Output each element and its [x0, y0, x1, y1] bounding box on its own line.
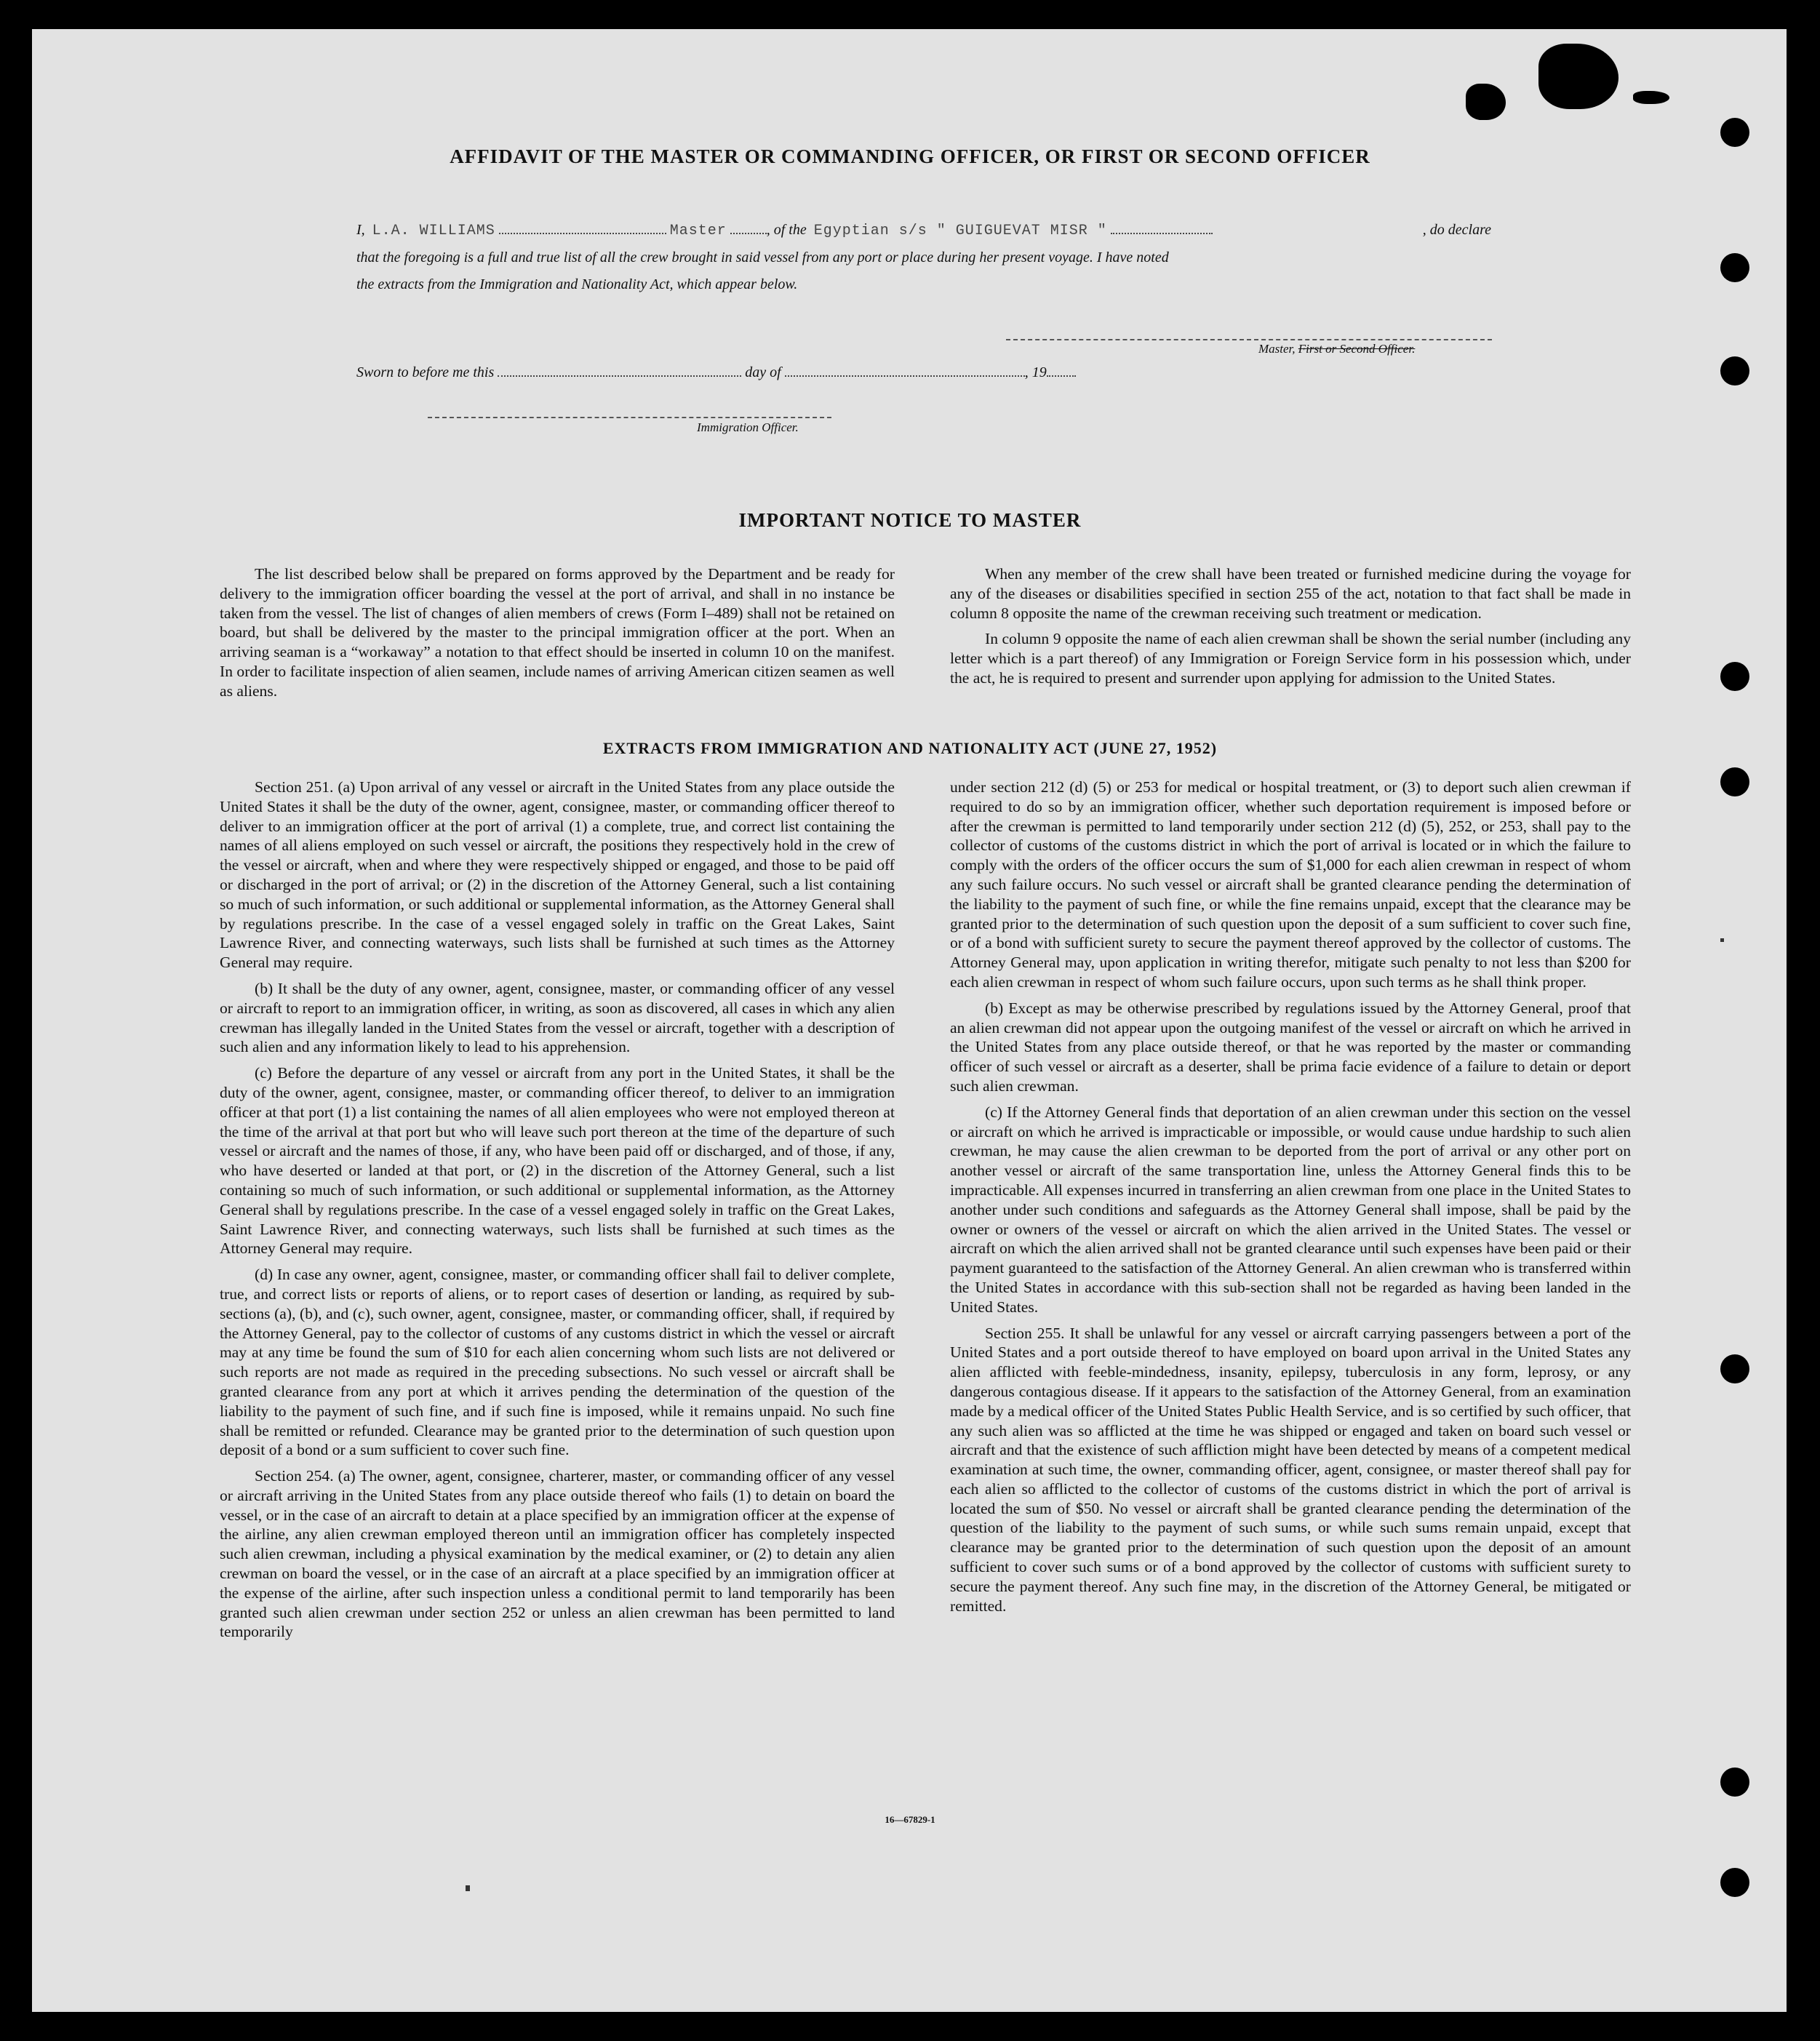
paragraph: Section 254. (a) The owner, agent, consignee, charterer, master, or commanding officer of any vessel or aircraft arriving in the United States from any place outside thereof who fails (1) to detain on board the vessel, or in the case of an aircraft to detain at a place specified by an immigration officer at the expense of the airline, any alien crewman employed thereon until an immigration officer has completely inspected such alien crewman, including a physical examination by the medical examiner, or (2) to detain any alien crewman on board the vessel, or in the case of an aircraft at a place specified by an immigration officer at the expense of the airline, after such inspection unless a conditional permit to land temporarily has been granted such alien crewman under section 252 or unless an alien crewman has been permitted to land temporarily	[220, 1467, 895, 1641]
day-of-label: day of	[745, 364, 781, 380]
dotted-fill	[1047, 364, 1076, 377]
dotted-fill	[1111, 221, 1213, 234]
notice-title: IMPORTANT NOTICE TO MASTER	[738, 509, 1082, 531]
paragraph: Section 255. It shall be unlawful for any vessel or aircraft carrying passengers between a port of the United States and a port outside thereof to have employed on board upon arrival in the United States any alien afflicted with feeble-mindedness, insanity, epilepsy, tuberculosis in any form, leprosy, or any dangerous contagious disease. If it appears to the satisfaction of the Attorney General, from an examination made by a medical officer of the United States Public Health Service, and is so certified by such officer, that any such alien was so afflicted at the time he was shipped or engaged and taken on board such vessel or aircraft and that the existence of such affliction might have been detected by means of a competent medical examination at such time, the owner, commanding officer, agent, consignee, or master thereof shall pay for each alien so afflicted to the collector of customs of the customs district in which the port of arrival is located the sum of $50. No vessel or aircraft shall be granted clearance pending the determination of the question of the liability to the payment of such sums, or while such sums remain unpaid, except that clearance may be granted prior to the determination of such question upon the deposit of an amount sufficient to cover such sums or of a bond approved by the collector of customs with sufficient surety to secure the payment thereof. Any such fine may, in the discretion of the Attorney General, be mitigated or remitted.	[950, 1324, 1631, 1615]
dotted-fill	[498, 364, 741, 377]
dotted-fill	[785, 364, 1025, 377]
paragraph: (c) Before the departure of any vessel or aircraft from any port in the United States, it shall be the duty of the owner, agent, consignee, master, or commanding officer thereof, to deliver to an immigration officer at that port (1) a list containing the names of all alien employees who were not employed thereon at the time of the arrival at that port but who will leave such port thereon at the time of the departure of such vessel or aircraft and the names of those, if any, who have been paid off or discharged, and of those, if any, who have deserted or landed at that port, or (2) in the discretion of the Attorney General, such a list containing so much of such information, or such additional or supplemental information, as the Attorney General shall by regulations prescribe. In the case of a vessel engaged solely in traffic on the Great Lakes, Saint Lawrence River, and connecting waterways, such lists shall be furnished at such times as the Attorney General may require.	[220, 1064, 895, 1258]
immigration-officer-signature-line	[428, 417, 831, 418]
affidavit-declaration	[356, 217, 1491, 298]
of-the-label: , of the	[766, 222, 807, 238]
paragraph: under section 212 (d) (5) or 253 for medical or hospital treatment, or (3) to deport such alien crewman if required to do so by an immigration officer, whether such deportation requirement is imposed before or after the crewman is permitted to land temporarily under section 212 (d) (5), 252, or 253, shall pay to the collector of customs of the customs district in which the port of arrival is located or in which the failure to comply with the orders of the officer occurs the sum of $1,000 for each alien crewman in respect of whom any such failure occurs. No such vessel or aircraft shall be granted clearance pending the determination of the liability to the payment of such fine, or while the fine remains unpaid, except that the clearance may be granted prior to the determination of such question upon the deposit of a sum sufficient to cover such fine, or of a bond with sufficient surety to secure the payment thereof approved by the collector of customs. The Attorney General may, upon application in writing therefor, mitigate such penalty to not less than $200 for each alien crewman in respect of whom such failure occurs, upon such terms as he shall think proper.	[950, 778, 1631, 991]
extracts-title: EXTRACTS FROM IMMIGRATION AND NATIONALITY ACT (JUNE 27, 1952)	[602, 739, 1218, 757]
extracts-right-column	[950, 778, 1631, 1622]
punch-hole	[1720, 1354, 1749, 1383]
punch-hole	[1720, 356, 1749, 386]
paragraph: Section 251. (a) Upon arrival of any vessel or aircraft in the United States from any place outside the United States it shall be the duty of the owner, agent, consignee, master, or commanding officer thereof to deliver to an immigration officer at the port of arrival (1) a complete, true, and correct list containing the names of all aliens employed on such vessel or aircraft, the positions they respectively hold in the crew of the vessel or aircraft, when and where they were respectively shipped or engaged, and those to be paid off or discharged in the port of arrival; or (2) in the discretion of the Attorney General, such a list containing so much of such information, or such additional or supplemental information, as the Attorney General shall by regulations prescribe. In the case of a vessel engaged solely in traffic on the Great Lakes, Saint Lawrence River, and connecting waterways, such lists shall be furnished at such times as the Attorney General may require.	[220, 778, 895, 972]
struck-officer-text: First or Second Officer.	[1298, 342, 1416, 356]
extracts-left-column	[220, 778, 895, 1648]
paragraph: The list described below shall be prepared on forms approved by the Department and be ready for delivery to the immigration officer boarding the vessel at the port of arrival, and shall in no instance be taken from the vessel. The list of changes of alien members of crews (Form I–489) shall not be retained on board, but shall be delivered by the master to the principal immigration officer at the port. When an arriving seaman is a “workaway” a notation to that effect should be inserted in column 10 on the manifest. In order to facilitate inspection of alien seamen, include names of arriving American citizen seamen as well as aliens.	[220, 565, 895, 700]
punch-hole	[1720, 767, 1749, 796]
page-speck	[466, 1885, 470, 1891]
declaration-i: I,	[356, 222, 365, 238]
page-damage	[1466, 84, 1506, 120]
master-signature-line	[1006, 339, 1492, 340]
dotted-fill	[730, 221, 767, 234]
master-signature-caption: Master, First or Second Officer.	[1258, 342, 1416, 356]
year-label: , 19	[1024, 364, 1047, 380]
page-damage	[1633, 91, 1669, 104]
paragraph: (b) It shall be the duty of any owner, agent, consignee, master, or commanding officer of any vessel or aircraft to report to an immigration officer, in writing, as soon as discovered, all cases in which any alien crewman has illegally landed in the United States from the vessel or aircraft, together with a description of such alien and any information likely to lead to his apprehension.	[220, 979, 895, 1056]
notice-right-column	[950, 564, 1631, 695]
master-name-field: L.A. WILLIAMS	[372, 223, 495, 239]
declaration-line-3: the extracts from the Immigration and Nationality Act, which appear below.	[356, 276, 798, 292]
dotted-fill	[499, 221, 666, 234]
form-number: 16—67829-1	[885, 1814, 935, 1825]
do-declare-label: , do declare	[1422, 222, 1491, 238]
paragraph: In column 9 opposite the name of each alien crewman shall be shown the serial number (including any letter which is a part thereof) of any Immigration or Foreign Service form in his possession which, under the act, he is required to present and surrender upon applying for admission to the United States.	[950, 630, 1631, 687]
page-speck	[1720, 938, 1724, 942]
paragraph: (b) Except as may be otherwise prescribed by regulations issued by the Attorney General, proof that an alien crewman did not appear upon the outgoing manifest of the vessel or aircraft on which he arrived in the United States from any place outside thereof, or that he was reported by the master or commanding officer of such vessel or aircraft as a deserter, shall be prima facie evidence of a failure to detain or deport such alien crewman.	[950, 999, 1631, 1095]
sworn-line: Sworn to before me this day of , 19	[356, 364, 1076, 381]
paragraph: When any member of the crew shall have been treated or furnished medicine during the voyage for any of the diseases or disabilities specified in section 255 of the act, notation to that fact shall be made in column 8 opposite the name of the crewman receiving such treatment or medication.	[950, 565, 1631, 622]
immigration-officer-caption: Immigration Officer.	[697, 420, 799, 434]
punch-hole	[1720, 1768, 1749, 1797]
rank-field: Master	[669, 223, 727, 239]
declaration-line-1	[356, 217, 1491, 244]
paragraph: (d) In case any owner, agent, consignee, master, or commanding officer shall fail to deliver complete, true, and correct lists or reports of aliens, or to report cases of desertion or landing, as required by sub-sections (a), (b), and (c), such owner, agent, consignee, master, or commanding officer, shall, if required by the Attorney General, pay to the collector of customs of any customs district in which the vessel or aircraft may at any time be found the sum of $10 for each alien concerning whom such lists are not delivered or such reports are not made as required in the preceding subsections. No such vessel or aircraft shall be granted clearance from any port at which it arrives pending the determination of the question of the liability to the payment of such fine, and if such fine is imposed, while it remains unpaid. No such fine shall be remitted or refunded. Clearance may be granted prior to the determination of such question upon deposit of a bond or a sum sufficient to cover such fine.	[220, 1266, 895, 1459]
declaration-line-2: that the foregoing is a full and true list of all the crew brought in said vessel from any port or place during her present voyage. I have noted	[356, 249, 1169, 265]
punch-hole	[1720, 118, 1749, 147]
notice-left-column	[220, 564, 895, 708]
vessel-field: Egyptian s/s " GUIGUEVAT MISR "	[813, 223, 1107, 239]
punch-hole	[1720, 253, 1749, 282]
paragraph: (c) If the Attorney General finds that deportation of an alien crewman under this section on the vessel or aircraft on which he arrived is impracticable or impossible, or would cause undue hardship to such alien crewman, he may cause the alien crewman to be deported from the port of arrival or any other port on another vessel or aircraft of the same transportation line, unless the Attorney General finds this to be impracticable. All expenses incurred in transferring an alien crewman from one place in the United States to another under such conditions and safeguards as the Attorney General shall impose, shall be paid by the owner or owners of the vessel or aircraft on which the alien arrived in the United States. The vessel or aircraft on which the alien arrived shall not be granted clearance until such expenses have been paid or their payment guaranteed to the satisfaction of the Attorney General. An alien crewman who is transferred within the United States in accordance with this sub-section shall not be regarded as having been landed in the United States.	[950, 1103, 1631, 1316]
page-damage	[1538, 44, 1619, 109]
punch-hole	[1720, 662, 1749, 691]
affidavit-title: AFFIDAVIT OF THE MASTER OR COMMANDING OFFICER, OR FIRST OR SECOND OFFICER	[450, 145, 1370, 167]
punch-hole	[1720, 1868, 1749, 1897]
